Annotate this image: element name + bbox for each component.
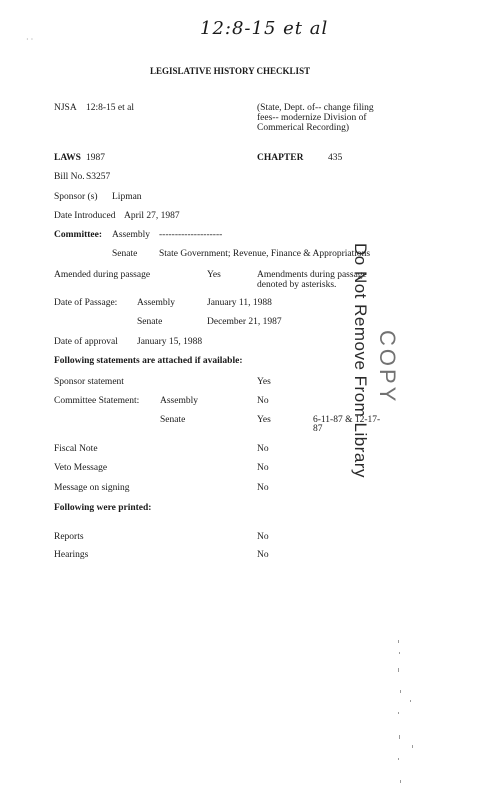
sponsor-value: Lipman	[112, 192, 142, 202]
amended-value: Yes	[207, 270, 221, 280]
passage-senate-value: December 21, 1987	[207, 317, 282, 327]
bill-label: Bill No.	[54, 172, 85, 182]
message-on-signing-value: No	[257, 483, 269, 493]
reports-value: No	[257, 532, 269, 542]
veto-message-label: Veto Message	[54, 463, 108, 473]
copy-stamp: COPY	[375, 330, 400, 405]
bill-value: S3257	[86, 172, 111, 182]
committee-statement-assembly-label: Assembly	[160, 396, 198, 406]
committee-label: Committee:	[54, 230, 103, 240]
date-introduced-value: April 27, 1987	[124, 211, 180, 221]
sponsor-statement-label: Sponsor statement	[54, 377, 124, 387]
page-title: LEGISLATIVE HISTORY CHECKLIST	[150, 66, 311, 76]
chapter-label: CHAPTER	[257, 153, 304, 163]
message-on-signing-label: Message on signing	[54, 483, 130, 493]
passage-assembly-label: Assembly	[137, 298, 175, 308]
committee-statement-senate-label: Senate	[160, 415, 186, 425]
sponsor-label: Sponsor (s)	[54, 192, 98, 202]
library-stamp: Do Not Remove From Library	[351, 243, 370, 479]
fiscal-note-label: Fiscal Note	[54, 444, 98, 454]
njsa-description-line: fees-- modernize Division of	[257, 113, 367, 123]
scan-speck: · ·	[26, 35, 34, 44]
committee-assembly-label: Assembly	[112, 230, 150, 240]
njsa-value: 12:8-15 et al	[86, 103, 135, 113]
approval-label: Date of approval	[54, 337, 118, 347]
laws-label: LAWS	[54, 153, 81, 163]
amended-note-line: denoted by asterisks.	[257, 280, 337, 290]
sponsor-statement-value: Yes	[257, 377, 271, 387]
amended-label: Amended during passage	[54, 270, 151, 280]
following-attached-heading: Following statements are attached if available:	[54, 356, 243, 366]
njsa-label: NJSA	[54, 103, 77, 113]
committee-assembly-value: --------------------	[159, 230, 223, 240]
passage-assembly-value: January 11, 1988	[207, 298, 272, 308]
hearings-value: No	[257, 550, 269, 560]
committee-statement-label: Committee Statement:	[54, 396, 140, 406]
fiscal-note-value: No	[257, 444, 269, 454]
passage-label: Date of Passage:	[54, 298, 118, 308]
committee-senate-value: State Government; Revenue, Finance & Appropriations	[159, 249, 371, 259]
committee-statement-senate-dates-cont: 87	[313, 424, 323, 434]
passage-senate-label: Senate	[137, 317, 163, 327]
laws-value: 1987	[86, 153, 105, 163]
committee-senate-label: Senate	[112, 249, 138, 259]
veto-message-value: No	[257, 463, 269, 473]
date-introduced-label: Date Introduced	[54, 211, 116, 221]
approval-value: January 15, 1988	[137, 337, 203, 347]
chapter-value: 435	[328, 153, 343, 163]
amended-note-line: Amendments during passage	[257, 270, 367, 280]
committee-statement-senate-value: Yes	[257, 415, 271, 425]
njsa-description-line: Commerical Recording)	[257, 123, 350, 133]
following-printed-heading: Following were printed:	[54, 503, 152, 513]
hearings-label: Hearings	[54, 550, 89, 560]
committee-statement-senate-dates: 6-11-87 & 12-17-	[313, 415, 381, 425]
handwritten-reference: 12:8-15 et al	[200, 18, 329, 39]
njsa-description-line: (State, Dept. of-- change filing	[257, 103, 374, 113]
committee-statement-assembly-value: No	[257, 396, 269, 406]
reports-label: Reports	[54, 532, 84, 542]
